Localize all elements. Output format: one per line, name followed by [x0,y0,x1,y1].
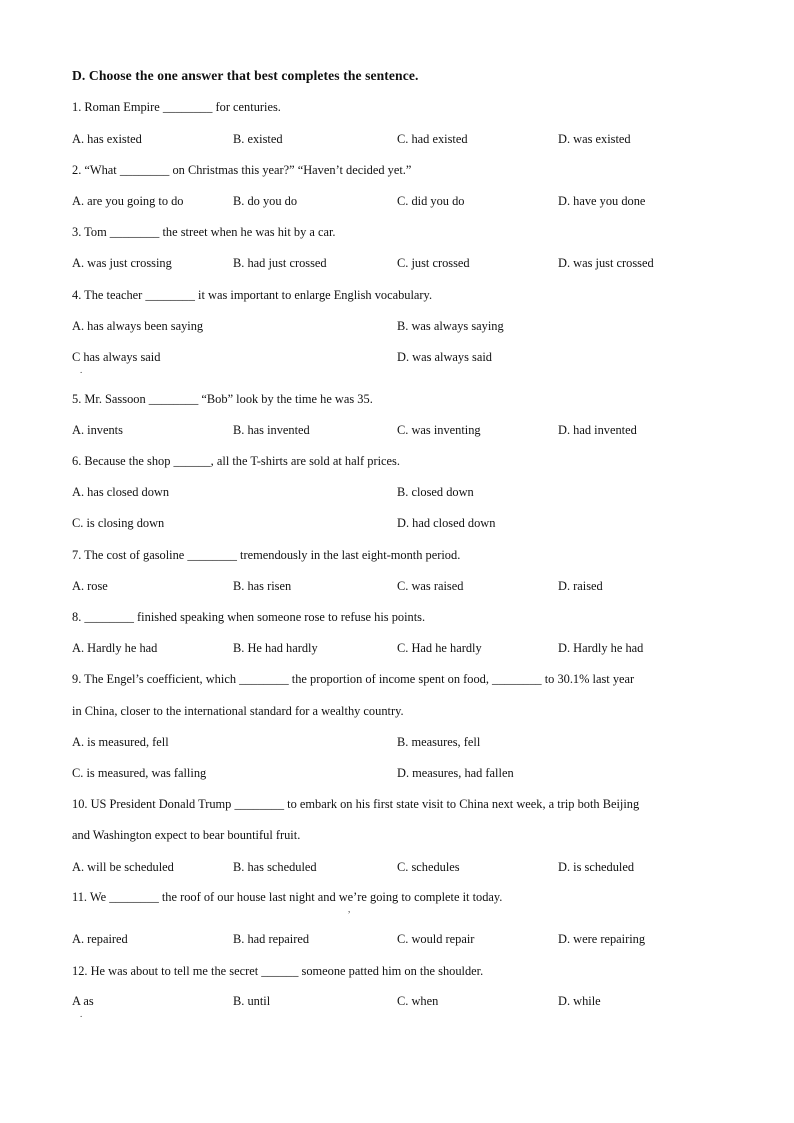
question-2-option-c[interactable]: C. did you do [397,194,465,208]
question-3-stem: 3. Tom ________ the street when he was hit by a car. [72,225,336,239]
question-1-stem: 1. Roman Empire ________ for centuries. [72,100,281,114]
question-8-option-b[interactable]: B. He had hardly [233,641,318,655]
question-11-option-b[interactable]: B. had repaired [233,932,310,946]
question-11-option-c[interactable]: C. would repair [397,932,475,946]
question-1-option-b[interactable]: B. existed [233,132,283,146]
question-4-option-d[interactable]: D. was always said [397,350,492,364]
question-9-option-b[interactable]: B. measures, fell [397,735,481,749]
question-9-option-c[interactable]: C. is measured, was falling [72,766,207,780]
question-3-option-a[interactable]: A. was just crossing [72,256,172,270]
question-4-option-a[interactable]: A. has always been saying [72,319,204,333]
question-5-option-a[interactable]: A. invents [72,423,123,437]
question-3-option-d[interactable]: D. was just crossed [558,256,654,270]
question-5-stem: 5. Mr. Sassoon ________ “Bob” look by the time he was 35. [72,392,373,406]
question-12-option-a[interactable]: A as [72,994,94,1008]
stray-dot-mark: . [80,1009,83,1019]
question-5-option-d[interactable]: D. had invented [558,423,637,437]
question-6-option-b[interactable]: B. closed down [397,485,474,499]
question-6-option-a[interactable]: A. has closed down [72,485,170,499]
question-12-stem: 12. He was about to tell me the secret ______ someone patted him on the shoulder. [72,964,484,978]
question-8-option-a[interactable]: A. Hardly he had [72,641,158,655]
question-5-option-c[interactable]: C. was inventing [397,423,481,437]
question-7-option-c[interactable]: C. was raised [397,579,464,593]
question-8-option-d[interactable]: D. Hardly he had [558,641,644,655]
question-2-option-d[interactable]: D. have you done [558,194,646,208]
question-10-stem-line-2: and Washington expect to bear bountiful fruit. [72,828,301,842]
question-8-stem: 8. ________ finished speaking when someone rose to refuse his points. [72,610,426,624]
question-11-option-d[interactable]: D. were repairing [558,932,646,946]
question-10-option-c[interactable]: C. schedules [397,860,460,874]
question-2-option-b[interactable]: B. do you do [233,194,298,208]
question-12-option-d[interactable]: D. while [558,994,601,1008]
question-6-stem: 6. Because the shop ______, all the T-shirts are sold at half prices. [72,454,400,468]
question-10-option-d[interactable]: D. is scheduled [558,860,635,874]
question-7-option-b[interactable]: B. has risen [233,579,292,593]
question-4-option-c[interactable]: C has always said [72,350,161,364]
question-9-stem-line-2: in China, closer to the international standard for a wealthy country. [72,704,404,718]
question-7-stem: 7. The cost of gasoline ________ tremendously in the last eight-month period. [72,548,461,562]
question-11-option-a[interactable]: A. repaired [72,932,128,946]
question-10-option-a[interactable]: A. will be scheduled [72,860,174,874]
question-11-stem: 11. We ________ the roof of our house last night and we’re going to complete it today. [72,890,503,904]
question-1-option-c[interactable]: C. had existed [397,132,468,146]
question-6-option-c[interactable]: C. is closing down [72,516,165,530]
question-2-option-a[interactable]: A. are you going to do [72,194,184,208]
question-6-option-d[interactable]: D. had closed down [397,516,496,530]
question-10-option-b[interactable]: B. has scheduled [233,860,317,874]
question-7-option-a[interactable]: A. rose [72,579,108,593]
question-10-stem-line-1: 10. US President Donald Trump ________ to embark on his first state visit to China next week, a trip both Beijing [72,797,640,811]
question-1-option-d[interactable]: D. was existed [558,132,631,146]
question-2-stem: 2. “What ________ on Christmas this year?” “Haven’t decided yet.” [72,163,412,177]
question-1-option-a[interactable]: A. has existed [72,132,142,146]
stray-dot-mark: . [80,365,83,375]
question-5-option-b[interactable]: B. has invented [233,423,310,437]
stray-comma-mark: , [348,904,351,914]
question-12-option-c[interactable]: C. when [397,994,439,1008]
question-4-stem: 4. The teacher ________ it was important to enlarge English vocabulary. [72,288,433,302]
question-9-stem-line-1: 9. The Engel’s coefficient, which ________ the proportion of income spent on food, ________ to 30.1% last year [72,672,635,686]
section-title: D. Choose the one answer that best completes the sentence. [72,68,419,83]
question-3-option-b[interactable]: B. had just crossed [233,256,327,270]
question-4-option-b[interactable]: B. was always saying [397,319,504,333]
question-9-option-a[interactable]: A. is measured, fell [72,735,169,749]
question-3-option-c[interactable]: C. just crossed [397,256,470,270]
question-9-option-d[interactable]: D. measures, had fallen [397,766,514,780]
question-8-option-c[interactable]: C. Had he hardly [397,641,482,655]
question-12-option-b[interactable]: B. until [233,994,271,1008]
question-7-option-d[interactable]: D. raised [558,579,603,593]
